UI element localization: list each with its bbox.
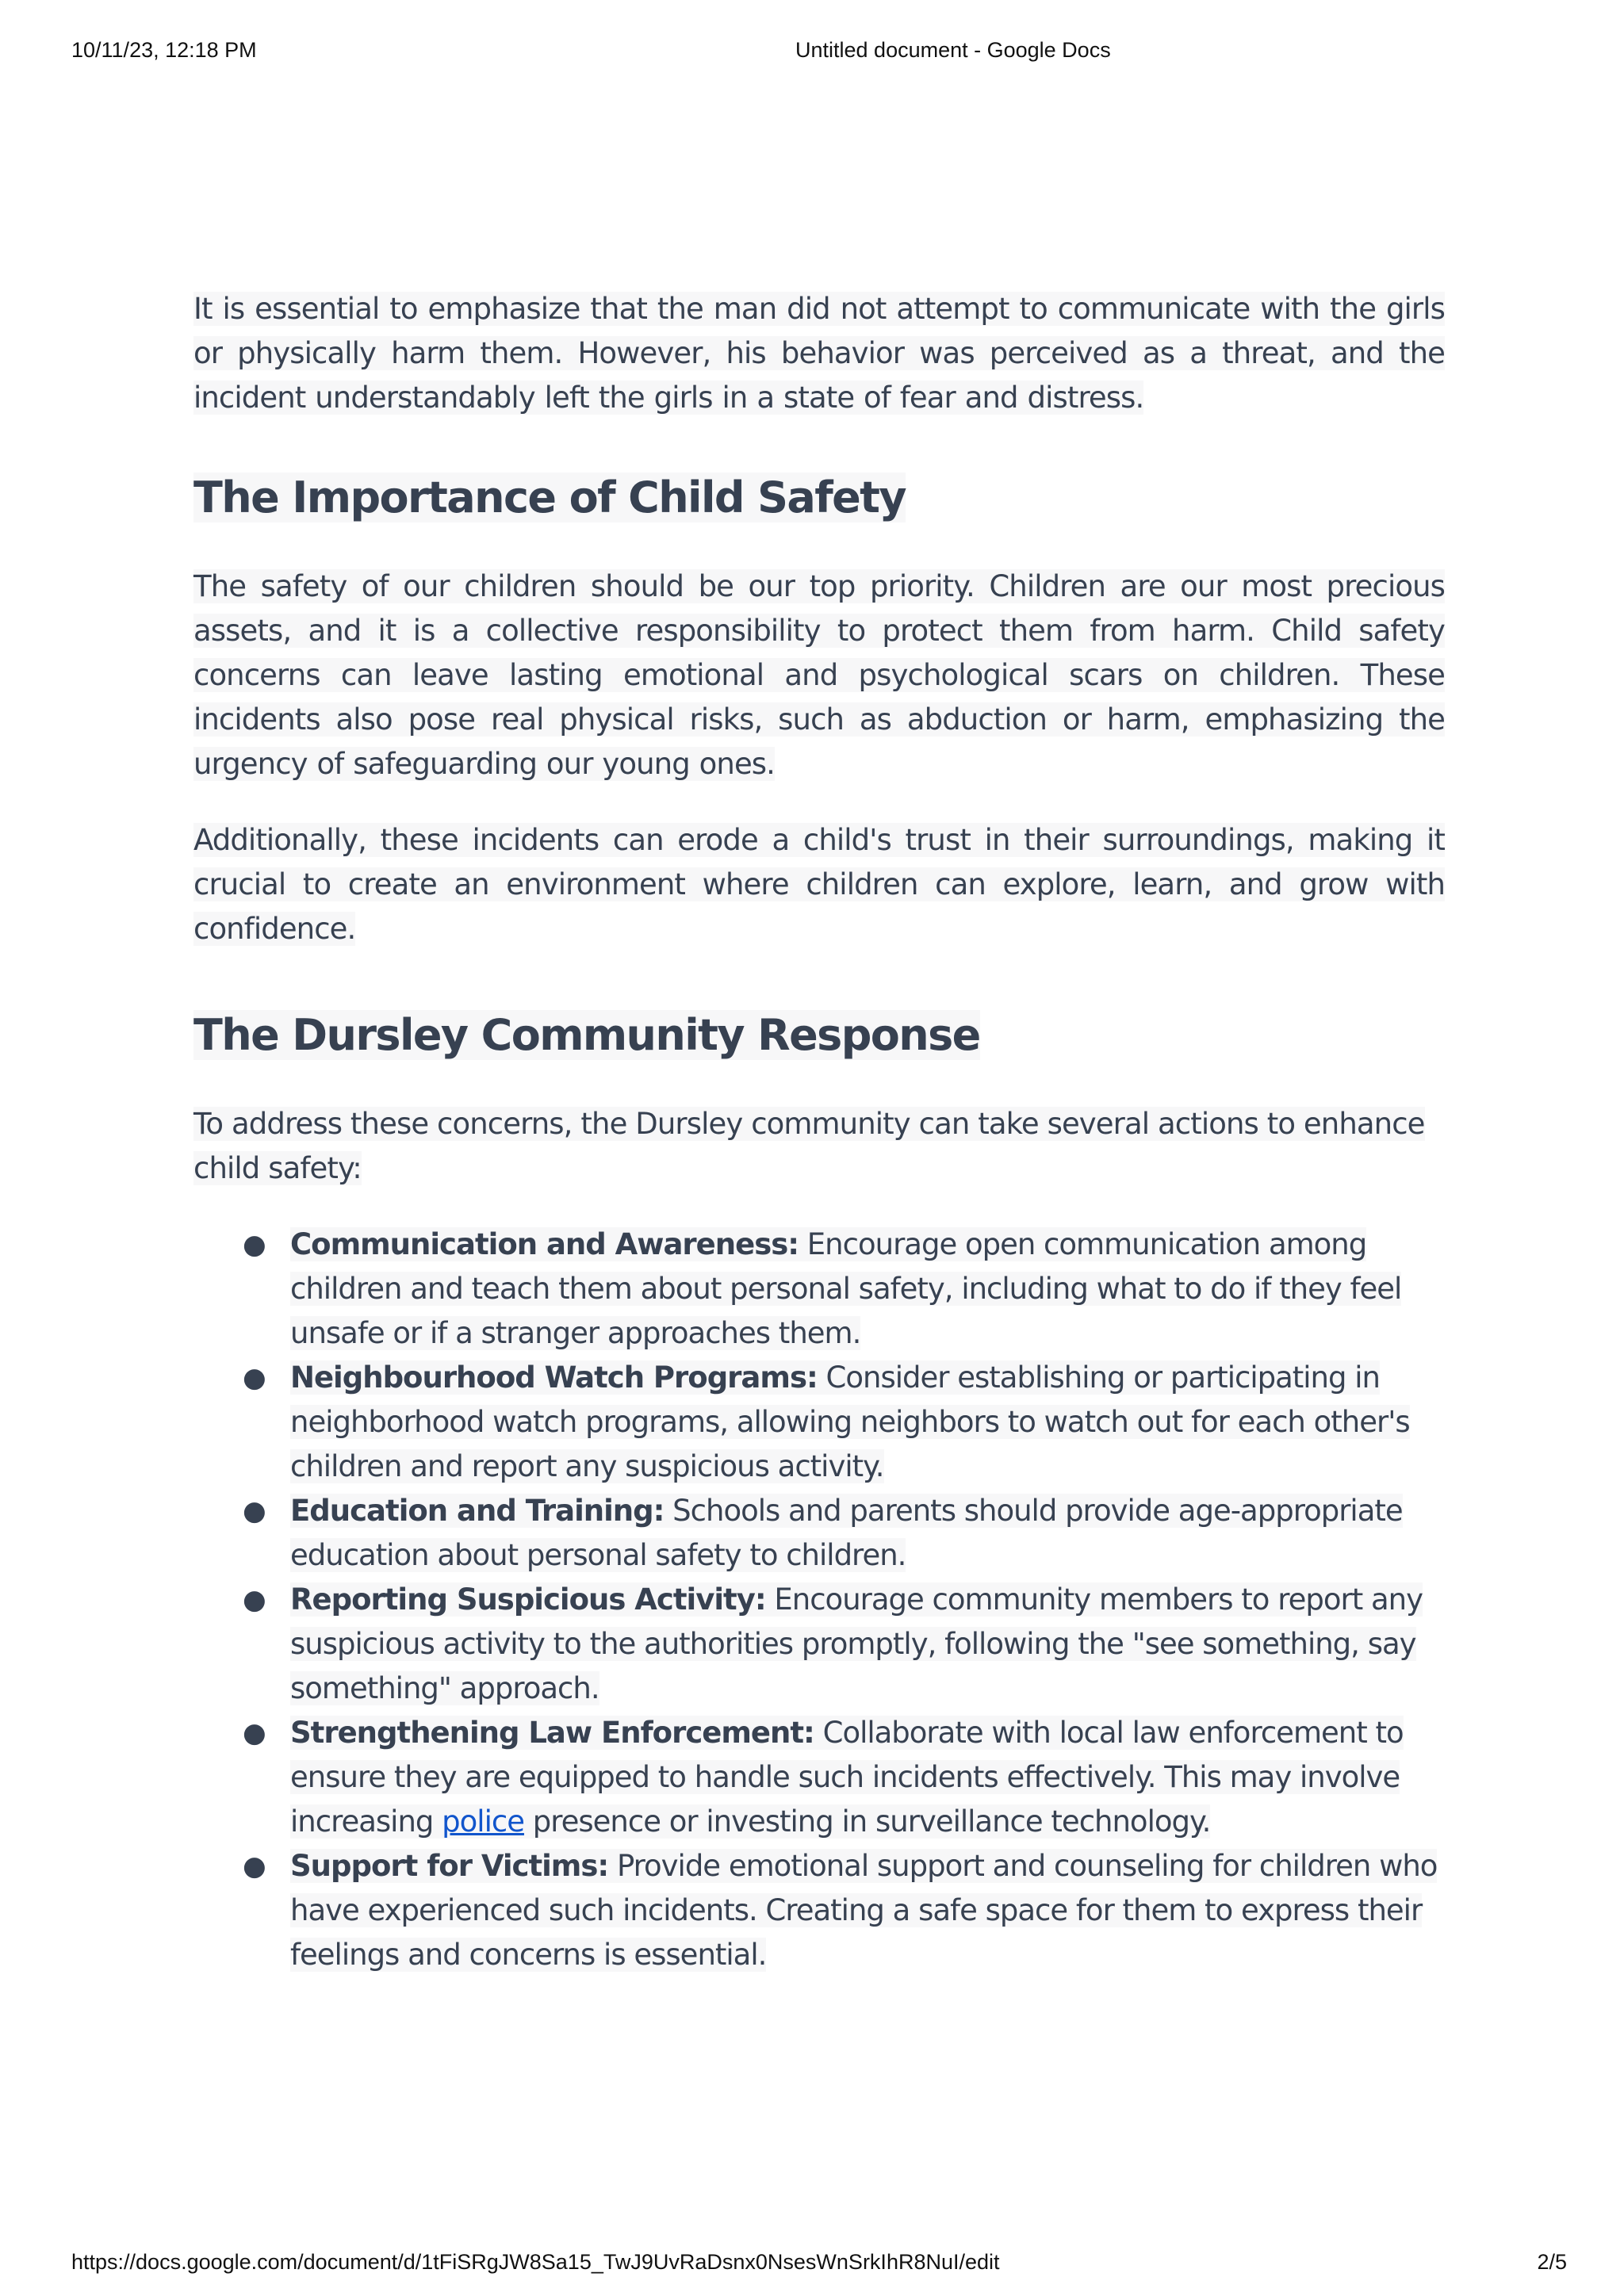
page-number: 2/5 <box>1537 2250 1567 2274</box>
action-list <box>193 1223 1445 1977</box>
list-item-text-before-link: Collaborate with local law enforcement to ensure they are equipped to handle such incidents effectively. This may involve increasing <box>290 1716 1404 1839</box>
bullet-icon: ● <box>243 1495 266 1527</box>
section-heading-response <box>193 1004 1445 1067</box>
paragraph-response-intro-text: To address these concerns, the Dursley community can take several actions to enhance child safety: <box>193 1107 1425 1185</box>
paragraph-importance-2 <box>193 818 1445 951</box>
print-page-title: Untitled document - Google Docs <box>795 38 1111 62</box>
paragraph-intro <box>193 287 1445 420</box>
bullet-icon: ● <box>243 1717 266 1749</box>
list-item-title: Support for Victims: <box>290 1849 609 1883</box>
print-header <box>0 38 1624 67</box>
list-item-title: Reporting Suspicious Activity: <box>290 1582 766 1617</box>
list-item <box>193 1223 1445 1356</box>
list-item-text: Encourage community members to report any suspicious activity to the authorities promptly, following the "see something, say something" approach. <box>290 1582 1423 1705</box>
paragraph-response-intro <box>193 1102 1445 1191</box>
list-item <box>193 1356 1445 1489</box>
list-item-text-after-link: presence or investing in surveillance technology. <box>523 1804 1211 1839</box>
list-item-text: Provide emotional support and counseling for children who have experienced such incidents. Creating a safe space for them to express their feelings and concerns is essential. <box>290 1849 1438 1972</box>
section-importance-heading-wrap <box>193 466 1445 530</box>
paragraph-intro-text: It is essential to emphasize that the man did not attempt to communicate with the girls or physically harm them. However, his behavior was perceived as a threat, and the incident understandably left the girls in a state of fear and distress. <box>193 292 1445 415</box>
paragraph-importance-1-text: The safety of our children should be our top priority. Children are our most precious assets, and it is a collective responsibility to protect them from harm. Child safety concerns can leave lasting emotional and psychological scars on children. These incidents also pose real physical risks, such as abduction or harm, emphasizing the urgency of safeguarding our young ones. <box>193 569 1445 781</box>
list-item-title: Strengthening Law Enforcement: <box>290 1716 814 1750</box>
list-item-title: Neighbourhood Watch Programs: <box>290 1360 818 1395</box>
list-item-text: Encourage open communication among children and teach them about personal safety, including what to do if they feel unsafe or if a stranger approaches them. <box>290 1227 1402 1350</box>
section-heading-importance <box>193 466 1445 530</box>
police-link[interactable]: police <box>442 1804 524 1839</box>
bullet-icon: ● <box>243 1362 266 1394</box>
bullet-icon: ● <box>243 1850 266 1882</box>
list-item-title: Communication and Awareness: <box>290 1227 799 1261</box>
list-item <box>193 1711 1445 1844</box>
section-response-heading-wrap <box>193 1004 1445 1067</box>
bullet-icon: ● <box>243 1584 266 1616</box>
document-body <box>193 287 1445 1977</box>
list-item-title: Education and Training: <box>290 1494 665 1528</box>
document-url: https://docs.google.com/document/d/1tFiSRgJW8Sa15_TwJ9UvRaDsnx0NsesWnSrkIhR8NuI/edit <box>71 2250 1000 2274</box>
print-footer <box>0 2250 1624 2279</box>
list-item-text: Schools and parents should provide age-appropriate education about personal safety to children. <box>290 1494 1403 1572</box>
heading-importance-text: The Importance of Child Safety <box>193 473 906 522</box>
list-item <box>193 1489 1445 1578</box>
paragraph-importance-1 <box>193 564 1445 786</box>
heading-response-text: The Dursley Community Response <box>193 1010 980 1060</box>
list-item <box>193 1578 1445 1711</box>
bullet-icon: ● <box>243 1229 266 1261</box>
paragraph-importance-2-text: Additionally, these incidents can erode a child's trust in their surroundings, making it crucial to create an environment where children can explore, learn, and grow with confidence. <box>193 823 1445 946</box>
print-datetime: 10/11/23, 12:18 PM <box>71 38 257 62</box>
list-item <box>193 1844 1445 1977</box>
list-item-text: Consider establishing or participating in neighborhood watch programs, allowing neighbors to watch out for each other's children and report any suspicious activity. <box>290 1360 1410 1483</box>
